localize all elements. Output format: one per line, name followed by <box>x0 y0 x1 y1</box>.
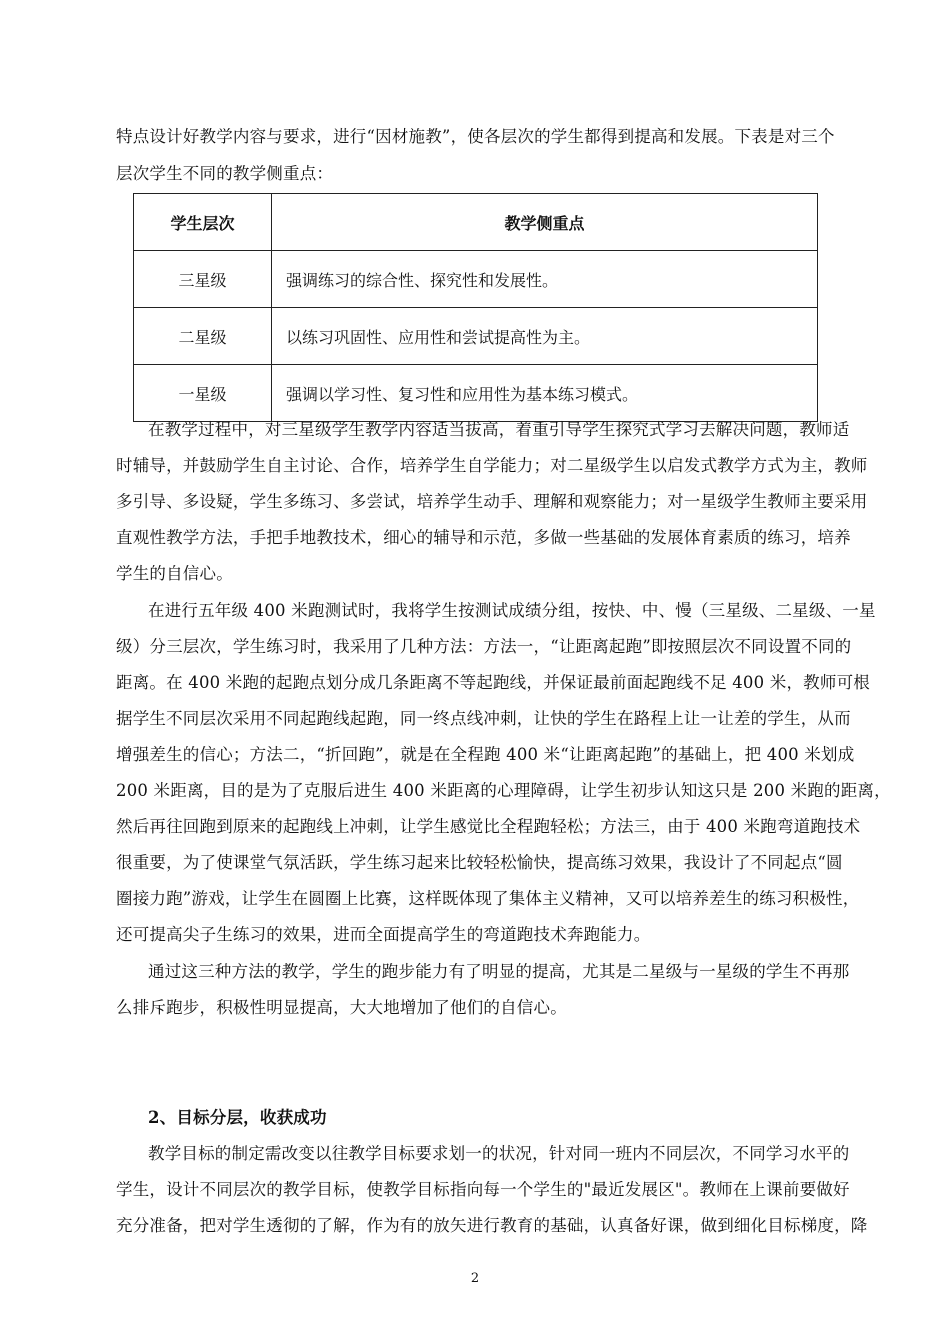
student-level-table <box>133 193 818 422</box>
paragraph-line: 据学生不同层次采用不同起跑线起跑，同一终点线冲刺，让快的学生在路程上让一让差的学生，从而 <box>116 709 851 728</box>
paragraph-line: 200 米距离，目的是为了克服后进生 400 米距离的心理障碍，让学生初步认知这只是 200 米跑的距离， <box>116 781 891 800</box>
paragraph-line: 时辅导，并鼓励学生自主讨论、合作，培养学生自学能力；对二星级学生以启发式教学方式为主，教师 <box>116 456 868 475</box>
paragraph-line: 然后再往回跑到原来的起跑线上冲刺，让学生感觉比全程跑轻松；方法三，由于 400 米跑弯道跑技术 <box>116 817 861 836</box>
paragraph-line: 学生的自信心。 <box>116 564 233 583</box>
paragraph-line: 很重要，为了使课堂气氛活跃，学生练习起来比较轻松愉快，提高练习效果，我设计了不同起点“圆 <box>116 853 843 872</box>
paragraph-line: 圈接力跑”游戏，让学生在圆圈上比赛，这样既体现了集体主义精神，又可以培养差生的练习积极性， <box>116 889 860 908</box>
intro-line: 特点设计好教学内容与要求，进行“因材施教”，使各层次的学生都得到提高和发展。下表是对三个 <box>116 127 835 146</box>
paragraph-line: 通过这三种方法的教学，学生的跑步能力有了明显的提高，尤其是二星级与一星级的学生不再那 <box>148 962 850 981</box>
level-cell: 三星级 <box>134 251 272 308</box>
header-level: 学生层次 <box>134 194 272 251</box>
paragraph-line: 么排斥跑步，积极性明显提高，大大地增加了他们的自信心。 <box>116 998 567 1017</box>
paragraph-line: 教学目标的制定需改变以往教学目标要求划一的状况，针对同一班内不同层次，不同学习水平的 <box>148 1144 850 1163</box>
focus-cell: 强调练习的综合性、探究性和发展性。 <box>272 251 818 308</box>
table-row <box>134 308 818 365</box>
paragraph-line: 增强差生的信心；方法二，“折回跑”，就是在全程跑 400 米“让距离起跑”的基础上，把 400 米划成 <box>116 745 855 764</box>
level-cell: 一星级 <box>134 365 272 422</box>
paragraph-line: 直观性教学方法，手把手地教技术，细心的辅导和示范，多做一些基础的发展体育素质的练习，培养 <box>116 528 851 547</box>
table-row <box>134 365 818 422</box>
intro-line: 层次学生不同的教学侧重点： <box>116 164 334 183</box>
paragraph-line: 多引导、多设疑，学生多练习、多尝试，培养学生动手、理解和观察能力；对一星级学生教师主要采用 <box>116 492 868 511</box>
paragraph-line: 还可提高尖子生练习的效果，进而全面提高学生的弯道跑技术奔跑能力。 <box>116 925 651 944</box>
paragraph-line: 级）分三层次，学生练习时，我采用了几种方法：方法一，“让距离起跑”即按照层次不同设置不同的 <box>116 637 852 656</box>
paragraph-line: 学生，设计不同层次的教学目标，使教学目标指向每一个学生的"最近发展区"。教师在上课前要做好 <box>116 1180 850 1199</box>
paragraph-line: 在进行五年级 400 米跑测试时，我将学生按测试成绩分组，按快、中、慢（三星级、二星级、一星 <box>148 601 876 620</box>
paragraph-line: 在教学过程中，对三星级学生教学内容适当拔高，着重引导学生探究式学习去解决问题，教师适 <box>148 420 850 439</box>
table-row <box>134 251 818 308</box>
header-focus: 教学侧重点 <box>272 194 818 251</box>
section-heading: 2、目标分层，收获成功 <box>148 1108 327 1127</box>
focus-cell: 以练习巩固性、应用性和尝试提高性为主。 <box>272 308 818 365</box>
page-number: 2 <box>470 1271 480 1286</box>
table-header-row <box>134 194 818 251</box>
paragraph-line: 距离。在 400 米跑的起跑点划分成几条距离不等起跑线，并保证最前面起跑线不足 400 米，教师可根 <box>116 673 870 692</box>
paragraph-line: 充分准备，把对学生透彻的了解，作为有的放矢进行教育的基础，认真备好课，做到细化目标梯度，降 <box>116 1216 868 1235</box>
focus-cell: 强调以学习性、复习性和应用性为基本练习模式。 <box>272 365 818 422</box>
level-cell: 二星级 <box>134 308 272 365</box>
